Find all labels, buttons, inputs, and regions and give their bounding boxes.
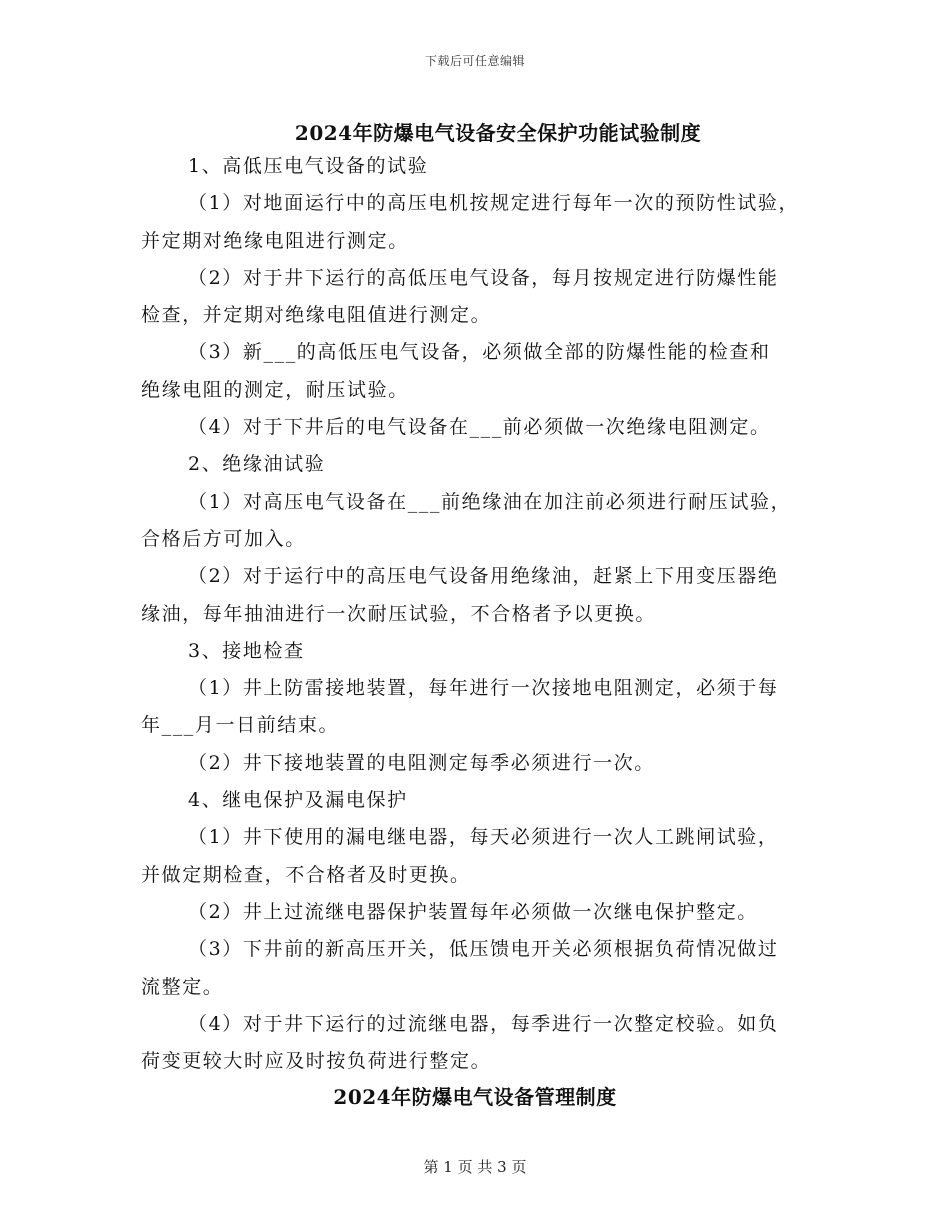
paragraph-line: （1）井上防雷接地装置，每年进行一次接地电阻测定，必须于每 — [188, 677, 779, 700]
paragraph-line: 流整定。 — [141, 975, 224, 998]
paragraph-line: 1、高低压电气设备的试验 — [188, 155, 429, 177]
paragraph-line: 2、绝缘油试验 — [188, 453, 326, 476]
paragraph-line: 绝缘电阻的测定，耐压试验。 — [141, 378, 409, 401]
paragraph-line: 合格后方可加入。 — [141, 527, 306, 550]
paragraph-line: 并定期对绝缘电阻进行测定。 — [141, 229, 409, 252]
paragraph-line: （1）对高压电气设备在___前绝缘油在加注前必须进行耐压试验， — [188, 490, 792, 513]
page-footer: 第 1 页 共 3 页 — [423, 1158, 527, 1176]
second-document-title: 2024年防爆电气设备管理制度 — [333, 1085, 617, 1109]
paragraph-line: 年___月一日前结束。 — [141, 714, 340, 737]
paragraph-line: 检查，并定期对绝缘电阻值进行测定。 — [141, 304, 492, 327]
paragraph-line: （2）井上过流继电器保护装置每年必须做一次继电保护整定。 — [188, 900, 758, 923]
paragraph-line: （2）对于运行中的高压电气设备用绝缘油，赶紧上下用变压器绝 — [188, 565, 779, 588]
paragraph-line: 荷变更较大时应及时按负荷进行整定。 — [141, 1050, 492, 1073]
paragraph-line: 并做定期检查，不合格者及时更换。 — [141, 863, 471, 886]
paragraph-line: （4）对于下井后的电气设备在___前必须做一次绝缘电阻测定。 — [188, 416, 771, 439]
paragraph-line: （3）下井前的新高压开关，低压馈电开关必须根据负荷情况做过 — [188, 938, 779, 961]
paragraph-line: 4、继电保护及漏电保护 — [188, 789, 408, 812]
document-title: 2024年防爆电气设备安全保护功能试验制度 — [294, 121, 702, 145]
paragraph-line: 缘油，每年抽油进行一次耐压试验，不合格者予以更换。 — [141, 602, 657, 625]
paragraph-line: 3、接地检查 — [188, 639, 305, 662]
paragraph-line: （4）对于井下运行的过流继电器，每季进行一次整定校验。如负 — [188, 1012, 779, 1035]
document-body — [141, 148, 821, 1080]
paragraph-line: （2）井下接地装置的电阻测定每季必须进行一次。 — [188, 751, 655, 774]
paragraph-line: （1）对地面运行中的高压电机按规定进行每年一次的预防性试验， — [188, 192, 800, 215]
download-edit-note: 下载后可任意编辑 — [424, 54, 525, 68]
paragraph-line: （1）井下使用的漏电继电器，每天必须进行一次人工跳闸试验， — [188, 826, 779, 849]
paragraph-line: （3）新___的高低压电气设备，必须做全部的防爆性能的检查和 — [188, 341, 771, 364]
paragraph-line: （2）对于井下运行的高低压电气设备，每月按规定进行防爆性能 — [188, 266, 779, 289]
